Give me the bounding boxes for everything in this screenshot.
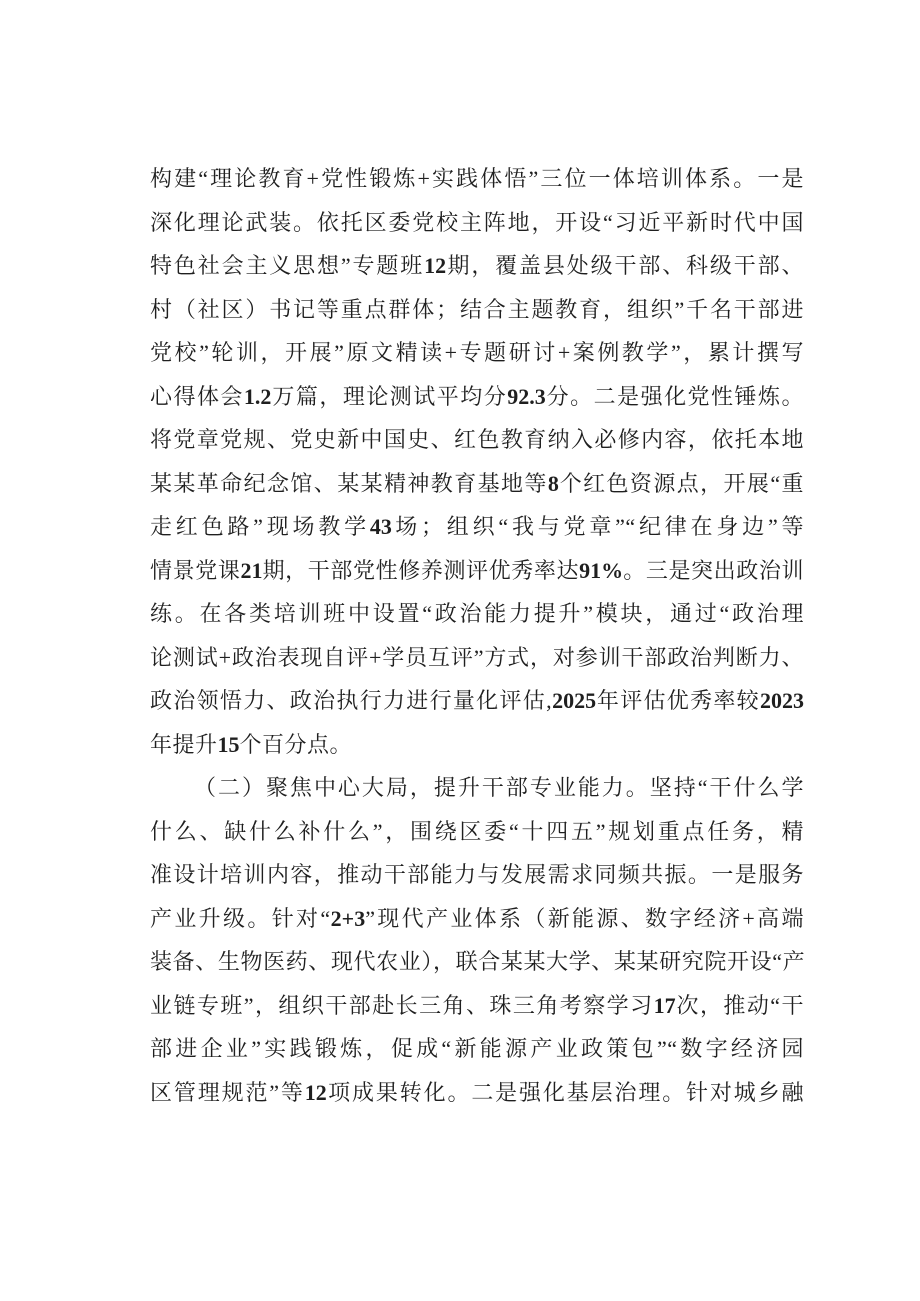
- text-line: 将党章党规、党史新中国史、红色教育纳入必修内容，依托本地: [150, 427, 804, 452]
- text-line: 业链专班”，组织干部赴长三角、珠三角考察学习17次，推动“干: [150, 992, 804, 1018]
- numeric-text: 2023: [760, 688, 804, 713]
- text-line: 某某革命纪念馆、某某精神教育基地等8个红色资源点，开展“重: [150, 470, 805, 496]
- text-line: 什么、缺什么补什么”，围绕区委“十四五”规划重点任务，精: [150, 818, 804, 844]
- text-line: 心得体会1.2万篇，理论测试平均分92.3分。二是强化党性锤炼。: [150, 383, 804, 409]
- text-line: 村（社区）书记等重点群体；结合主题教育，组织”千名干部进: [150, 296, 804, 322]
- numeric-text: 92.3: [507, 383, 546, 409]
- text-line: 党校”轮训，开展”原文精读+专题研讨+案例教学”，累计撰写: [150, 340, 804, 365]
- numeric-text: 2+3: [330, 905, 366, 931]
- numeric-text: 91%: [579, 557, 624, 583]
- numeric-text: 1.2: [243, 383, 272, 409]
- document-text-block: [150, 157, 804, 1114]
- text-line: 装备、生物医药、现代农业），联合某某大学、某某研究院开设“产: [150, 949, 804, 974]
- text-line: （二）聚焦中心大局，提升干部专业能力。坚持“干什么学: [194, 775, 804, 800]
- text-line: 准设计培训内容，推动干部能力与发展需求同频共振。一是服务: [150, 862, 804, 887]
- numeric-text: 12: [424, 253, 447, 278]
- numeric-text: 12: [304, 1079, 327, 1105]
- numeric-text: 17: [653, 992, 676, 1018]
- numeric-text: 21: [240, 557, 263, 583]
- paragraph: [150, 766, 804, 1114]
- text-line: 特色社会主义思想”专题班12期，覆盖县处级干部、科级干部、: [150, 253, 804, 278]
- numeric-text: 43: [369, 514, 392, 539]
- text-line: 产业升级。针对“2+3”现代产业体系（新能源、数字经济+高端: [150, 905, 804, 931]
- text-line: 区管理规范”等12项成果转化。二是强化基层治理。针对城乡融: [150, 1079, 804, 1105]
- text-line: 论测试+政治表现自评+学员互评”方式，对参训干部政治判断力、: [150, 644, 804, 670]
- text-line: 练。在各类培训班中设置“政治能力提升”模块，通过“政治理: [150, 601, 804, 626]
- text-line: 构建“理论教育+党性锻炼+实践体悟”三位一体培训体系。一是: [150, 166, 804, 191]
- text-line: 年提升15个百分点。: [150, 731, 353, 757]
- text-line: 政治领悟力、政治执行力进行量化评估,2025年评估优秀率较2023: [150, 688, 804, 713]
- text-line: 走红色路”现场教学43场；组织“我与党章”“纪律在身边”等: [150, 514, 804, 539]
- numeric-text: 15: [217, 731, 240, 757]
- paragraph: [150, 157, 804, 766]
- numeric-text: 2025: [552, 688, 597, 713]
- numeric-text: 8: [547, 470, 559, 496]
- text-line: 情景党课21期，干部党性修养测评优秀率达91%。三是突出政治训: [150, 557, 804, 583]
- text-line: 深化理论武装。依托区委党校主阵地，开设“习近平新时代中国: [150, 209, 804, 235]
- text-line: 部进企业”实践锻炼，促成“新能源产业政策包”“数字经济园: [150, 1036, 804, 1061]
